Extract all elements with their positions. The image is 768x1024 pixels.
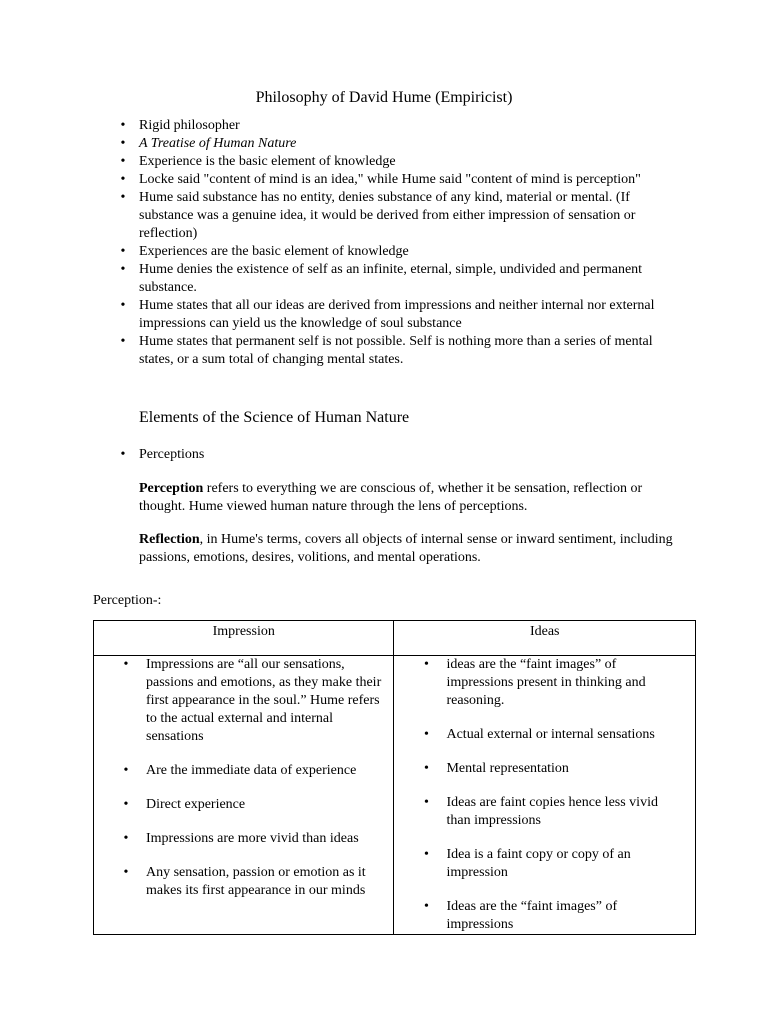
bullet-icon: • [424,657,429,672]
ideas-cell [394,656,696,935]
bullet-icon: • [424,795,429,810]
table-row [94,656,696,935]
list-item [120,446,679,464]
definition-text: , in Hume's terms, covers all objects of internal sense or inward sentiment, including passions, emotions, desires, volitions, and mental operations. [139,532,673,565]
list-item [120,333,679,369]
defined-term: Perception [139,481,204,496]
list-item-text: Hume said substance has no entity, denies substance of any kind, material or mental. (If substance was a genuine idea, it would be derived from either impression of sensation or reflection) [139,190,636,241]
bullet-icon: • [123,831,129,846]
list-item-text: Mental representation [446,761,569,776]
bullet-icon: • [120,298,126,313]
impression-cell [94,656,394,935]
list-item-text: Impressions are more vivid than ideas [146,831,359,846]
list-item [424,846,685,882]
list-item-text: Ideas are the “faint images” of impressions [446,899,618,932]
list-item [120,135,679,153]
book-title: A Treatise of Human Nature [139,136,297,151]
list-item [120,261,679,297]
list-item-text: ideas are the “faint images” of impressions present in thinking and reasoning. [446,657,646,708]
list-item-text: Rigid philosopher [139,118,240,133]
comparison-table [93,620,696,935]
list-item [120,153,679,171]
list-item-text: Impressions are “all our sensations, passions and emotions, as they make their first appearance in the soul.” Hume refers to the actual external and internal sensations [146,657,382,744]
list-item-text: Any sensation, passion or emotion as it makes its first appearance in our minds [146,865,366,898]
list-item [123,796,383,814]
bullet-icon: • [120,262,126,277]
list-item-text: Hume states that permanent self is not possible. Self is nothing more than a series of mental states, or a sum total of changing mental states. [139,334,653,367]
page-title: Philosophy of David Hume (Empiricist) [255,89,513,106]
bullet-icon: • [123,865,129,880]
section-heading: Elements of the Science of Human Nature [139,409,410,426]
list-item [424,656,685,710]
bullet-icon: • [424,899,429,914]
list-item-text: Idea is a faint copy or copy of an impression [446,847,631,880]
bullet-icon: • [120,447,126,462]
list-item-text: Ideas are faint copies hence less vivid than impressions [446,795,658,828]
list-item [120,297,679,333]
bullet-icon: • [120,136,126,151]
list-item [123,656,383,746]
perceptions-list [120,446,679,464]
bullet-icon: • [120,334,126,349]
bullet-icon: • [424,847,429,862]
main-points-list [120,117,679,369]
list-item-text: Are the immediate data of experience [146,763,357,778]
list-item-text: Experience is the basic element of knowledge [139,154,396,169]
definition-text: refers to everything we are conscious of, whether it be sensation, reflection or thought. Hume viewed human nature through the lens of perceptions. [139,481,643,514]
list-item-text: Actual external or internal sensations [446,727,655,742]
list-item [120,117,679,135]
bullet-icon: • [120,154,126,169]
list-item [424,760,685,778]
table-header-row [94,621,696,656]
bullet-icon: • [120,172,126,187]
bullet-icon: • [123,763,129,778]
perception-definition [139,480,679,516]
list-item [123,762,383,780]
list-item [424,726,685,744]
list-item [120,171,679,189]
column-header-impression: Impression [94,621,394,656]
impression-list [94,656,383,900]
list-item [120,189,679,243]
bullet-icon: • [424,727,429,742]
list-item-text: Perceptions [139,447,205,462]
list-item-text: Hume denies the existence of self as an infinite, eternal, simple, undivided and permanent substance. [139,262,643,295]
list-item [424,898,685,934]
bullet-icon: • [120,118,126,133]
list-item [120,243,679,261]
list-item-text: Experiences are the basic element of knowledge [139,244,409,259]
ideas-list [394,656,685,934]
bullet-icon: • [120,190,126,205]
list-item-text: Direct experience [146,797,246,812]
list-item [123,830,383,848]
list-item-text: Locke said "content of mind is an idea," while Hume said "content of mind is perception" [139,172,641,187]
bullet-icon: • [424,761,429,776]
table-label: Perception-: [93,593,162,608]
list-item [123,864,383,900]
bullet-icon: • [123,657,129,672]
bullet-icon: • [120,244,126,259]
column-header-ideas: Ideas [394,621,696,656]
defined-term: Reflection [139,532,200,547]
bullet-icon: • [123,797,129,812]
list-item-text: Hume states that all our ideas are derived from impressions and neither internal nor external impressions can yield us the knowledge of soul substance [139,298,655,331]
list-item [424,794,685,830]
reflection-definition [139,531,679,567]
